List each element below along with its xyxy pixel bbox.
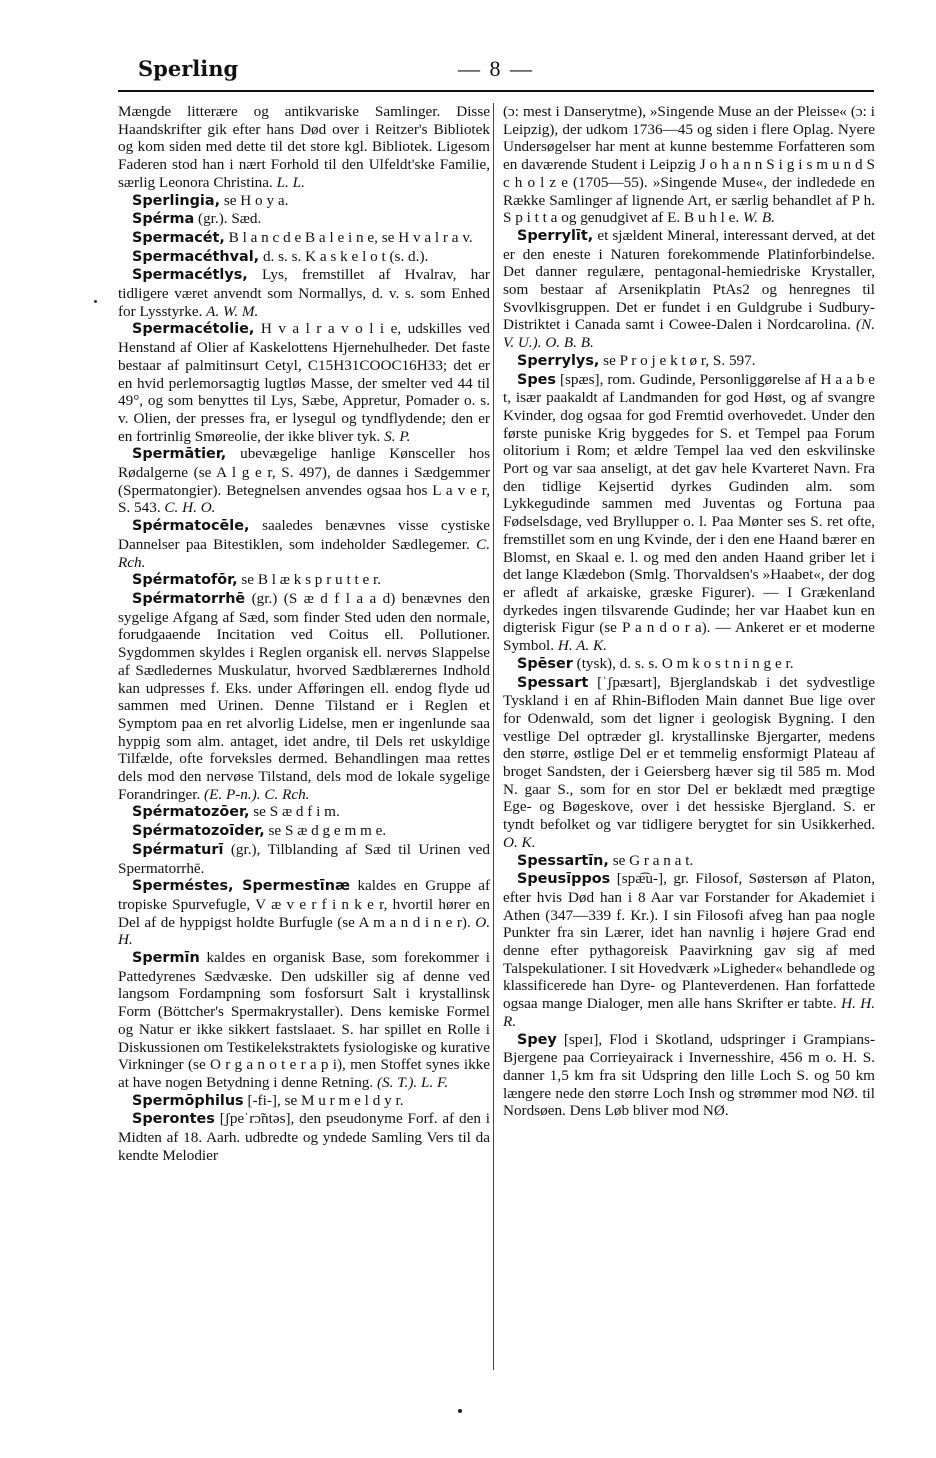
page-header: [118, 56, 874, 86]
dictionary-entry: [118, 949, 490, 1092]
dictionary-entry: [118, 590, 490, 803]
entry-headword: Spérmatofōr,: [132, 572, 238, 589]
entry-signature: H. H. R.: [503, 995, 876, 1030]
entry-signature: C. Rch.: [118, 535, 491, 571]
dictionary-entry: [118, 192, 490, 211]
entry-text: (gr.), Tilblanding af Sæd til Urinen ved Spermatorrhē.: [118, 840, 491, 877]
entry-text: se S æ d g e m m e.: [268, 822, 387, 840]
page-number: — 8 —: [458, 56, 534, 81]
running-head: Sperling: [138, 56, 239, 81]
entry-text: (ɔ: mest i Danserytme), »Singende Muse an der Pleisse« (ɔ: i Leipzig), der udkom 1736—45 og siden i flere Oplag. Nyere Undersøgelser har ment at kunne bestemme Forfatteren som en daværende Student i Leipzig J o h a n n S i g i s m u n d S c h o l z e (1705—55). »Singende Muse«, der indledede en Række Samlinger af lignende Art, er særlig behandlet af P h. S p i t t a og genudgivet af E. B u h l e.: [503, 103, 875, 227]
entry-signature: W. B.: [743, 209, 775, 227]
entry-signature: L. L.: [276, 173, 305, 191]
right-column: [503, 103, 875, 1120]
dictionary-entry: [503, 674, 875, 852]
entry-text: Mængde litterære og antikvariske Samlinger. Disse Haandskrifter gik efter hans Død over i Reitzer's Bibliotek og kom siden med dette til det store kgl. Bibliotek. Ligesom Faderen stod han i nært Forhold til den Ulfeldt'ske Familie, særlig Leonora Christina.: [118, 103, 490, 191]
entry-text: se H o y a.: [223, 191, 289, 209]
dictionary-entry: [118, 1110, 490, 1164]
entry-headword: Spey: [517, 1031, 557, 1048]
dictionary-entry: [118, 103, 490, 192]
column-divider: [493, 103, 494, 1370]
entry-headword: Spermacétlys,: [132, 267, 248, 284]
dictionary-entry: [503, 870, 875, 1030]
dictionary-entry: [118, 266, 490, 320]
entry-signature: H. A. K.: [557, 637, 607, 655]
entry-signature: O. H.: [118, 913, 490, 949]
dictionary-entry: [503, 852, 875, 871]
entry-text: [speɪ], Flod i Skotland, udspringer i Grampians-Bjergene paa Corrieyairack i Invernesshire, 456 m o. H. S. danner 1,5 km fra sit Udspring den lille Loch S. og 50 km længere nede den større Loch Insh og strømmer mod NØ. til Nordsøen. Dens Løb bliver mod NØ.: [503, 1030, 876, 1120]
entry-headword: Spérma: [132, 211, 195, 228]
entry-text: et sjældent Mineral, interessant derved, at det er den eneste i Naturen forekommende Platinforbindelse. Det danner regulære, pentagonal-hemiedriske Krystaller, som bestaar af Arsenikplatin PtAs2 og henregnes til Svovlkisgruppen. Det er fundet i en Guldgrube i Sudbury-Distriktet i Canada samt i Cowee-Dalen i Nordcarolina.: [503, 226, 875, 334]
entry-text: kaldes en Gruppe af tropiske Spurvefugle, V æ v e r f i n k e r, hvortil hører en Del af de hyppigst holdte Burfugle (se A m a n d i n e r).: [118, 877, 490, 931]
entry-headword: Spérmatozōer,: [132, 804, 250, 821]
entry-headword: Speusīppos: [517, 871, 611, 888]
entry-headword: Spermacétolie,: [132, 321, 255, 338]
dictionary-entry: [503, 371, 875, 655]
entry-headword: Spérmatocēle,: [132, 518, 250, 535]
entry-headword: Sperméstes, Spermestīnæ: [132, 878, 351, 895]
entry-headword: Sperontes: [132, 1111, 215, 1128]
entry-text: [spæ͡u-], gr. Filosof, Søstersøn af Platon, efter hvis Død han i 8 Aar var Forstander for Akademiet i Athen (347—339 f. Kr.). I sin Filosofi afveg han paa nogle Punkter fra sin Lærer, idet han navnlig i højere Grad end denne efter pythagoreisk Paavirkning gav sig af med Talspekulationer. I sit Hovedværk »Ligheder« behandlede og klassificerede han Dyre- og Planteverdenen. Han forfattede ogsaa mange Dialoger, men alle hans Skrifter er tabte.: [503, 870, 876, 1013]
entry-text: se S æ d f i m.: [253, 803, 340, 821]
footer-dot: [458, 1409, 462, 1413]
entry-headword: Spermīn: [132, 950, 200, 967]
entry-text: [ˈʃpæsart], Bjerglandskab i det sydvestlige Tyskland i en af Rhin-Bifloden Main dannet Bue lige over for Odenwald, som det ligner i geologisk Bygning. I den vestlige Del optræder gl. krystallinske Bjergarter, medens den større, østlige Del er et temmelig ensformigt Plateau af broget Sandsten, der i Geiersberg hæver sig til 585 m. Mod N. gaar S., som for en stor Del er beklædt med prægtige Ege- og Bøgeskove, over i det hessiske Bjergland. S. er tyndt befolket og var tidligere berygtet for sin Usikkerhed.: [503, 673, 875, 834]
entry-signature: A. W. M.: [206, 302, 259, 320]
dictionary-entry: [118, 210, 490, 229]
entry-text: [ʃpeˈrɔ̃ntəs], den pseudonyme Forf. af den i Midten af 18. Aarh. udbredte og yndede Samling Vers til da kendte Melodier: [118, 1110, 490, 1164]
entry-text: se B l æ k s p r u t t e r.: [241, 571, 382, 589]
entry-headword: Spessart: [517, 674, 589, 691]
dictionary-entry: [118, 517, 490, 571]
dictionary-entry: [118, 248, 490, 267]
entry-text: Lys, fremstillet af Hvalrav, har tidligere været anvendt som Normallys, d. v. s. som Enhed for Lysstyrke.: [118, 266, 490, 320]
entry-text: H v a l r a v o l i e, udskilles ved Henstand af Olier af Kaskelottens Hjernehulheder. Det faste bestaar af palmitinsurt Cetyl, C15H31COOC16H33; det er en hvid perlemorsagtig lugtløs Masse, der smelter ved 44 til 49°, og som benyttes til Lys, Sæbe, Appretur, Pomader o. s. v. Olien, der presses fra, er lysegul og tyndflydende; den er en fortrinlig Smøreolie, der ikke bliver tyk.: [118, 320, 491, 445]
entry-headword: Spes: [517, 371, 556, 388]
entry-headword: Spessartīn,: [517, 852, 609, 869]
entry-signature: (S. T.). L. F.: [376, 1073, 449, 1091]
dictionary-entry: [118, 877, 490, 949]
entry-headword: Spermacéthval,: [132, 248, 260, 265]
entry-headword: Spérmatorrhē: [132, 590, 246, 607]
entry-signature: (E. P-n.). C. Rch.: [204, 785, 310, 803]
entry-headword: Spérmatozoīder,: [132, 823, 265, 840]
entry-text: kaldes en organisk Base, som forekommer i Pattedyrenes Sædvæske. Den udskiller sig af denne ved langsom Fordampning som fosforsurt Salt i krystallinsk Form (Böttcher's Spermakrystaller). Dens kemiske Formel og Natur er ikke sikkert fastslaaet. S. har spillet en Rolle i Diskussionen om Testikelekstraktets fysiologiske og kurative Virkninger (se O r g a n o t e r a p i), men Stoffet synes ikke at have nogen Betydning i denne Retning.: [118, 949, 490, 1091]
dictionary-entry: [118, 822, 490, 841]
entry-text: se P r o j e k t ø r, S. 597.: [603, 351, 756, 369]
dictionary-entry: [118, 803, 490, 822]
entry-text: ubevægelige hanlige Kønsceller hos Rødalgerne (se A l g e r, S. 497), de dannes i Sædgemmer (Spermatongier). Betegnelsen anvendes ogsaa hos L a v e r, S. 543.: [118, 445, 490, 517]
entry-text: d. s. s. K a s k e l o t (s. d.).: [262, 247, 429, 265]
entry-text: saaledes benævnes visse cystiske Dannelser paa Bitestiklen, som indeholder Sædlegemer.: [118, 517, 490, 553]
dictionary-entry: [503, 227, 875, 352]
dictionary-entry: [118, 571, 490, 590]
dictionary-entry: [503, 655, 875, 674]
entry-text: [-fi-], se M u r m e l d y r.: [247, 1091, 404, 1109]
dictionary-entry: [118, 445, 490, 517]
entry-headword: Sperrylīt,: [517, 227, 594, 244]
entry-text: B l a n c d e B a l e i n e, se H v a l r a v.: [228, 228, 473, 246]
dictionary-entry: [503, 352, 875, 371]
dictionary-entry: [118, 1092, 490, 1111]
entry-text: se G r a n a t.: [612, 851, 694, 869]
entry-headword: Spēser: [517, 655, 573, 672]
dictionary-entry: [118, 320, 490, 445]
dictionary-entry: [118, 841, 490, 877]
entry-signature: O. K.: [503, 833, 536, 851]
entry-text: (tysk), d. s. s. O m k o s t n i n g e r.: [576, 654, 794, 672]
entry-headword: Spermātier,: [132, 446, 227, 463]
entry-headword: Sperrylys,: [517, 352, 600, 369]
entry-signature: C. H. O.: [164, 499, 216, 517]
dictionary-entry: [503, 1031, 875, 1121]
entry-text: (gr.). Sæd.: [198, 210, 262, 228]
entry-signature: (N. V. U.). O. B. B.: [503, 316, 875, 352]
entry-signature: S. P.: [384, 427, 411, 445]
entry-text: [spæs], rom. Gudinde, Personliggørelse af H a a b e t, især paakaldt af Landmanden for god Høst, og af svangre Kvinder, dog ogsaa for god Fremtid overhovedet. Under den første puniske Krig byggedes for S. et Tempel paa Forum olitorium i Rom; et ældre Tempel laa ved den eskvilinske Port og var saa anseligt, at det gav hele Kvarteret Navn. Fra den tidlige Kejsertid dyrkes Gudinden alm. som Lykkegudinde sammen med Juventas og Fortuna paa Fødselsdage, ved Bryllupper o. l. Paa Mønter ses S. ret ofte, fremstillet som en ung Kvinde, der i den ene Haand bærer en Blomst, en Skaal e. l. og med den anden Haand griber let i det lange Klædebon (Smlg. Thorvaldsen's »Haabet«, der dog er afledt af arkaiske, græske Figurer). — I Grækenland dyrkedes ingen tilsvarende Gudinde; her var Haabet kun en digterisk Figur (se P a n d o r a). — Ankeret er et moderne Symbol.: [503, 370, 875, 655]
entry-headword: Spérmaturī: [132, 841, 224, 858]
header-rule: [118, 90, 874, 92]
entry-headword: Spermōphilus: [132, 1092, 244, 1109]
entry-headword: Sperlingia,: [132, 192, 221, 209]
entry-headword: Spermacét,: [132, 229, 225, 246]
dictionary-entry: [503, 103, 875, 227]
margin-mark: [94, 300, 97, 303]
dictionary-entry: [118, 229, 490, 248]
left-column: [118, 103, 490, 1164]
entry-text: (gr.) (S æ d f l a a d) benævnes den sygelige Afgang af Sæd, som finder Sted uden den normale, forudgaaende Incitation ved Coitus ell. Pollutioner. Sygdommen skyldes i Reglen organisk ell. nervøs Slappelse af Sædledernes Muskulatur, hvorved Sædblærernes Indhold kan udpresses f. Eks. under Afføringen ell. endog flyde ud sammen med Urinen. Denne Tilstand er i Reglen et Symptom paa en ret alvorlig Lidelse, men er ingenlunde saa hyppig som alm. antaget, idet andre, til Dels ret uskyldige Tilfælde, ofte forveksles dermed. Behandlingen maa rettes dels mod den nervøse Tilstand, dels mod de lokale sygelige Forandringer.: [118, 589, 490, 803]
